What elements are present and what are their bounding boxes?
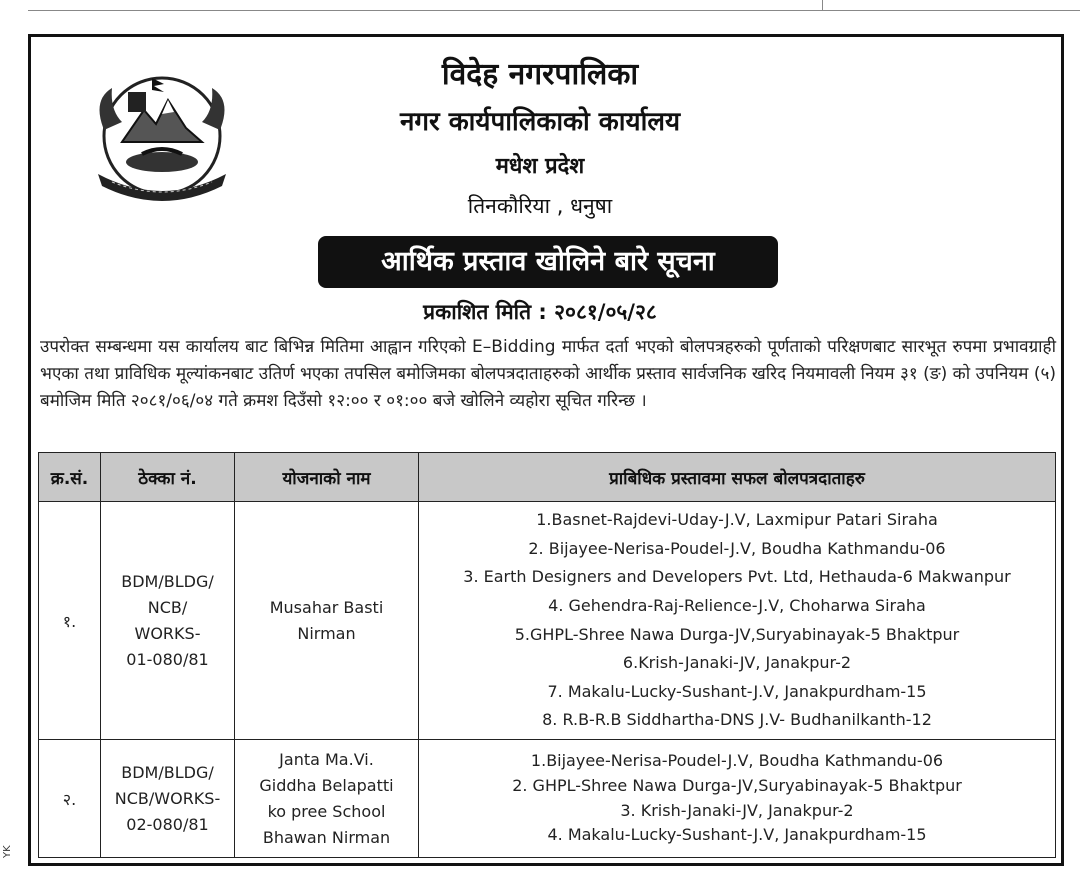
- margin-text: YK: [2, 845, 13, 858]
- project-line: Bhawan Nirman: [262, 827, 391, 847]
- contract-cell: [101, 740, 235, 858]
- project-line: ko pree School: [267, 801, 386, 821]
- bidder-item: 4. Gehendra-Raj-Relience-J.V, Choharwa Siraha: [548, 595, 926, 615]
- bidder-item: 3. Earth Designers and Developers Pvt. Ltd, Hethauda-6 Makwanpur: [463, 567, 1011, 587]
- bidders-cell: [419, 740, 1056, 858]
- contract-cell: [101, 502, 235, 740]
- header-project: योजनाको नाम: [235, 453, 419, 502]
- serial-cell: २.: [39, 740, 101, 858]
- project-cell: [235, 502, 419, 740]
- bidder-item: 4. Makalu-Lucky-Sushant-J.V, Janakpurdham-15: [547, 825, 927, 845]
- bidder-item: 8. R.B-R.B Siddhartha-DNS J.V- Budhanilkanth-12: [542, 710, 932, 730]
- header-serial: क्र.सं.: [39, 453, 101, 502]
- serial-cell: १.: [39, 502, 101, 740]
- header-bidders: प्राबिधिक प्रस्तावमा सफल बोलपत्रदाताहरु: [419, 453, 1056, 502]
- bidders-cell: [419, 502, 1056, 740]
- contract-line: 01-080/81: [126, 649, 209, 669]
- notice-body: उपरोक्त सम्बन्धमा यस कार्यालय बाट बिभिन्न मितिमा आह्वान गरिएको E–Bidding मार्फत दर्ता भएको बोलपत्रहरुको पूर्णताको परिक्षणबाट सारभूत रुपमा प्रभावग्राही भएका तथा प्राविधिक मूल्यांकनबाट उतिर्ण भएका तपसिल बमोजिमका बोलपत्रदाताहरुको आर्थीक प्रस्ताव सार्वजनिक खरिद नियमावली नियम ३१ (ङ) को उपनियम (५) बमोजिम मिति २०८१/०६/०४ गते क्रमश दिउँसो १२:०० र ०१:०० बजे खोलिने व्यहोरा सूचित गरिन्छ ।: [40, 337, 1056, 411]
- table-row: [39, 502, 1056, 740]
- project-line: Musahar Basti: [269, 597, 384, 617]
- bidder-item: 1.Basnet-Rajdevi-Uday-J.V, Laxmipur Patari Siraha: [536, 510, 938, 530]
- header-contract: ठेक्का नं.: [101, 453, 235, 502]
- notice-title: आर्थिक प्रस्ताव खोलिने बारे सूचना: [318, 236, 778, 288]
- contract-line: 02-080/81: [126, 814, 209, 834]
- project-line: Giddha Belapatti: [259, 775, 394, 795]
- project-line: Nirman: [297, 623, 356, 643]
- municipality-name: विदेह नगरपालिका: [441, 57, 639, 92]
- published-date: प्रकाशित मिति : २०८१/०५/२८: [423, 300, 657, 324]
- contract-line: BDM/BLDG/: [121, 571, 214, 591]
- table-header-row: [39, 453, 1056, 502]
- bidder-item: 2. GHPL-Shree Nawa Durga-JV,Suryabinayak-5 Bhaktpur: [512, 775, 962, 795]
- bidder-item: 1.Bijayee-Nerisa-Poudel-J.V, Boudha Kathmandu-06: [530, 751, 944, 771]
- location: तिनकौरिया , धनुषा: [467, 194, 613, 218]
- contract-line: NCB/: [147, 597, 188, 617]
- contract-line: NCB/WORKS-: [114, 788, 221, 808]
- contract-line: WORKS-: [134, 623, 201, 643]
- province-name: मधेश प्रदेश: [495, 154, 585, 179]
- bidder-table: [38, 452, 1056, 858]
- top-rule-tick: [822, 0, 823, 10]
- bidder-item: 6.Krish-Janaki-JV, Janakpur-2: [622, 653, 852, 673]
- bidder-item: 2. Bijayee-Nerisa-Poudel-J.V, Boudha Kathmandu-06: [528, 538, 946, 558]
- contract-line: BDM/BLDG/: [121, 762, 214, 782]
- bidder-item: 7. Makalu-Lucky-Sushant-J.V, Janakpurdham-15: [547, 681, 927, 701]
- top-rule: [28, 10, 1080, 11]
- bidder-item: 3. Krish-Janaki-JV, Janakpur-2: [620, 800, 854, 820]
- office-name: नगर कार्यपालिकाको कार्यालय: [399, 107, 681, 137]
- bidder-item: 5.GHPL-Shree Nawa Durga-JV,Suryabinayak-5 Bhaktpur: [514, 624, 960, 644]
- table-row: [39, 740, 1056, 858]
- project-cell: [235, 740, 419, 858]
- project-line: Janta Ma.Vi.: [279, 749, 374, 769]
